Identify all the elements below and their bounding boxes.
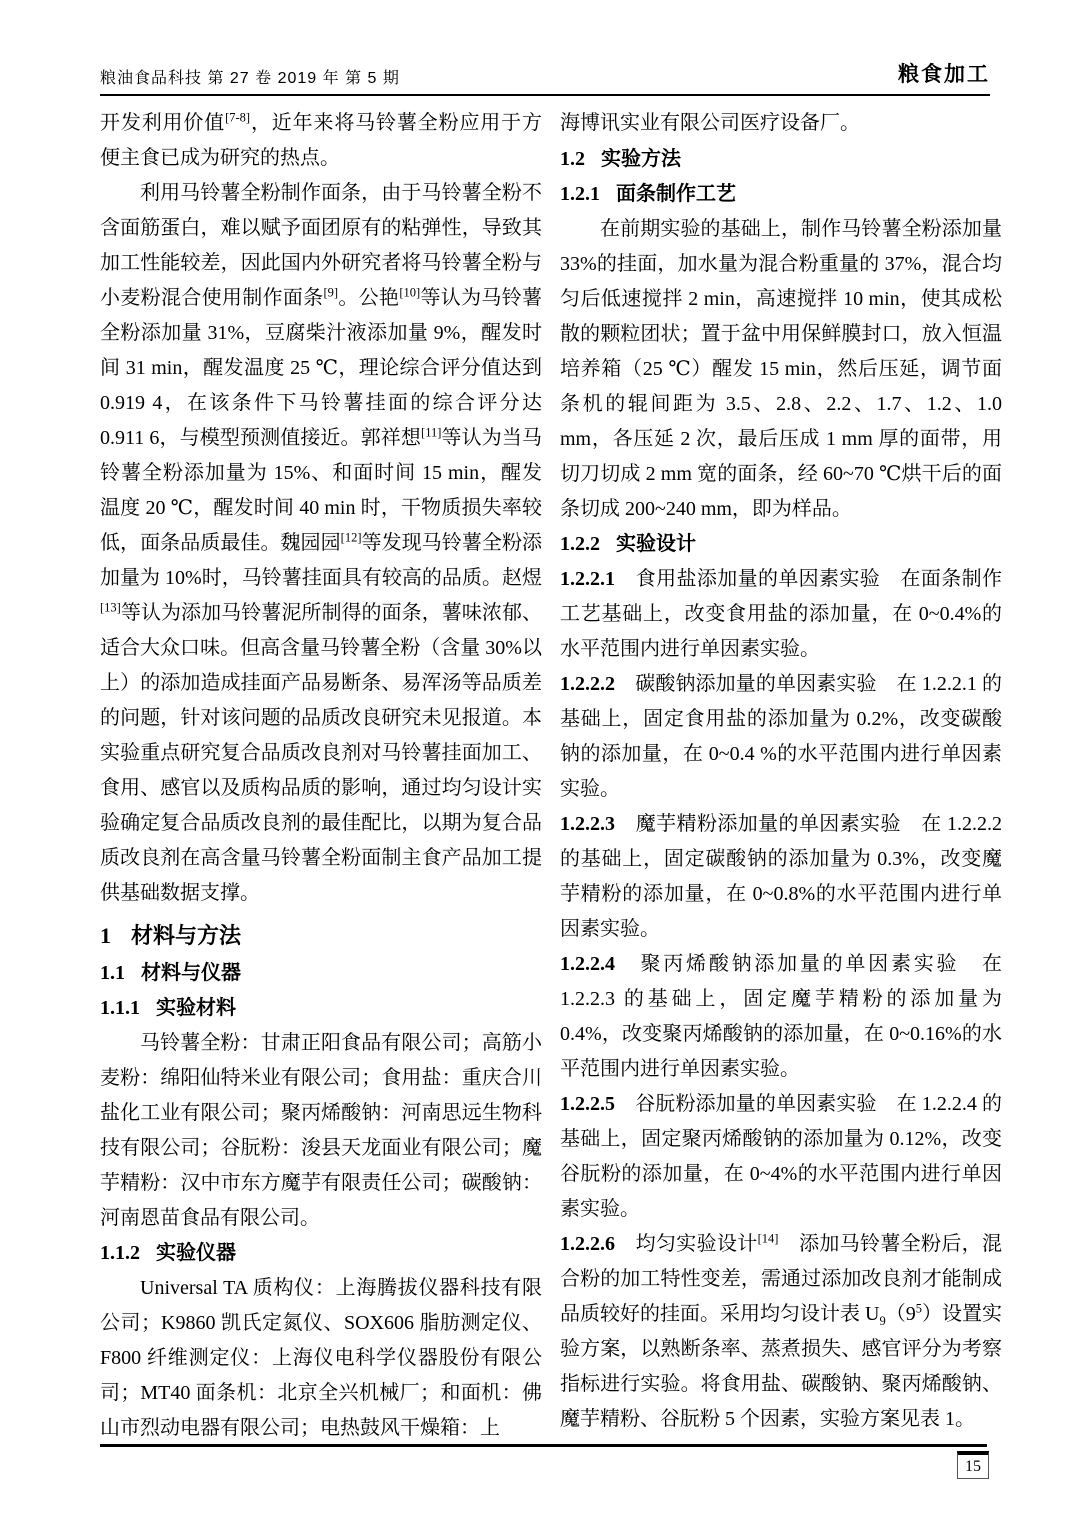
section-number: 1 — [100, 923, 111, 948]
subsubsection-title: 实验设计 — [616, 533, 696, 555]
journal-volume-info: 粮油食品科技 第 27 卷 2019 年 第 5 期 — [100, 70, 400, 87]
left-column — [100, 106, 542, 1446]
subsubsection-title: 实验材料 — [156, 997, 236, 1019]
subsection-title: 材料与仪器 — [141, 962, 241, 984]
subsubsection-number: 1.2.1 — [560, 183, 600, 205]
paragraph-intro-continued: 开发利用价值[7-8]，近年来将马铃薯全粉应用于方便主食已成为研究的热点。 — [100, 110, 543, 169]
right-column — [560, 106, 1002, 1446]
page-header — [100, 58, 990, 96]
paragraph-salt-single-factor: 1.2.2.1 食用盐添加量的单因素实验 在面条制作工艺基础上，改变食用盐的添加量，在 0~0.4%的水平范围内进行单因素实验。 — [560, 568, 1002, 660]
paragraph-sodium-polyacrylate-single-factor: 1.2.2.4 聚丙烯酸钠添加量的单因素实验 在 1.2.2.3 的基础上，固定魔芋精粉的添加量为 0.4%，改变聚丙烯酸钠的添加量，在 0~0.16%的水平范围内进行单因素实验。 — [560, 953, 1002, 1080]
subsubsection-number: 1.2.2 — [560, 533, 600, 555]
paragraph-literature-review: 利用马铃薯全粉制作面条，由于马铃薯全粉不含面筋蛋白，难以赋予面团原有的粘弹性，导致其加工性能较差，因此国内外研究者将马铃薯全粉与小麦粉混合使用制作面条[9]。公艳[10]等认为马铃薯全粉添加量 31%，豆腐柴汁液添加量 9%，醒发时间 31 min，醒发温度 25 ℃，理论综合评分值达到 0.919 4，在该条件下马铃薯挂面的综合评分达 0.911 6，与模型预测值接近。郭祥想[11]等认为当马铃薯全粉添加量为 15%、和面时间 15 min，醒发温度 20 ℃，醒发时间 40 min 时，干物质损失率较低，面条品质最佳。魏园园[12]等发现马铃薯全粉添加量为 10%时，马铃薯挂面具有较高的品质。赵煜[13]等认为添加马铃薯泥所制得的面条，薯味浓郁、适合大众口味。但高含量马铃薯全粉（含量 30%以上）的添加造成挂面产品易断条、易浑汤等品质差的问题，针对该问题的品质改良研究未见报道。本实验重点研究复合品质改良剂对马铃薯挂面加工、食用、感官以及质构品质的影响，通过均匀设计实验确定复合品质改良剂的最佳配比，以期为复合品质改良剂在高含量马铃薯全粉面制主食产品加工提供基础数据支撑。 — [100, 182, 543, 904]
two-column-body — [100, 106, 1002, 1446]
subsection-number: 1.1 — [100, 962, 125, 984]
subsubsection-heading-noodle-process — [560, 178, 1002, 211]
section-title: 材料与方法 — [131, 923, 242, 948]
subsubsection-title: 面条制作工艺 — [616, 183, 736, 205]
page-number: 15 — [957, 1451, 989, 1479]
paragraph-materials-suppliers: 马铃薯全粉：甘肃正阳食品有限公司；高筋小麦粉：绵阳仙特米业有限公司；食用盐：重庆合川盐化工业有限公司；聚丙烯酸钠：河南思远生物科技有限公司；谷朊粉：浚县天龙面业有限公司；魔芋精粉：汉中市东方魔芋有限责任公司；碳酸钠：河南恩苗食品有限公司。 — [100, 1032, 542, 1229]
paragraph-noodle-process: 在前期实验的基础上，制作马铃薯全粉添加量 33%的挂面，加水量为混合粉重量的 37%，混合均匀后低速搅拌 2 min，高速搅拌 10 min，使其成松散的颗粒团状；置于盆中用保鲜膜封口，放入恒温培养箱（25 ℃）醒发 15 min，然后压延，调节面条机的辊间距为 3.5、2.8、2.2、1.7、1.2、1.0 mm，各压延 2 次，最后压成 1 mm 厚的面带，用切刀切成 2 mm 宽的面条，经 60~70 ℃烘干后的面条切成 200~240 mm，即为样品。 — [560, 218, 1002, 520]
subsubsection-heading-experimental-materials — [100, 992, 542, 1025]
subsubsection-number: 1.1.1 — [100, 997, 140, 1019]
paragraph-uniform-design: 1.2.2.6 均匀实验设计[14] 添加马铃薯全粉后，混合粉的加工特性变差，需通过添加改良剂才能制成品质较好的挂面。采用均匀设计表 $U_9(9^5)$设置实验方案，以熟断条率、蒸煮损失、感官评分为考察指标进行实验。将食用盐、碳酸钠、聚丙烯酸钠、魔芋精粉、谷朊粉 5 个因素，实验方案见表 1。 — [560, 1231, 1003, 1430]
subsubsection-heading-experimental-design — [560, 528, 1002, 561]
paragraph-gluten-single-factor: 1.2.2.5 谷朊粉添加量的单因素实验 在 1.2.2.4 的基础上，固定聚丙烯酸钠的添加量为 0.12%，改变谷朊粉的添加量，在 0~4%的水平范围内进行单因素实验。 — [560, 1093, 1002, 1220]
subsection-number: 1.2 — [560, 148, 585, 170]
subsubsection-heading-experimental-instruments — [100, 1237, 542, 1270]
section-heading-materials-methods — [100, 920, 542, 952]
subsection-heading-experimental-methods — [560, 143, 1002, 176]
paragraph-instruments-suppliers: Universal TA 质构仪：上海腾拔仪器科技有限公司；K9860 凯氏定氮仪、SOX606 脂肪测定仪、F800 纤维测定仪：上海仪电科学仪器股份有限公司；MT40 面条机：北京全兴机械厂；和面机：佛山市烈动电器有限公司；电热鼓风干燥箱：上 — [100, 1277, 542, 1439]
paragraph-instruments-continued: 海博讯实业有限公司医疗设备厂。 — [560, 112, 860, 134]
paragraph-konjac-single-factor: 1.2.2.3 魔芋精粉添加量的单因素实验 在 1.2.2.2 的基础上，固定碳酸钠的添加量为 0.3%，改变魔芋精粉的添加量，在 0~0.8%的水平范围内进行单因素实验。 — [560, 813, 1002, 940]
footer-divider — [100, 1444, 987, 1447]
subsubsection-title: 实验仪器 — [156, 1242, 236, 1264]
subsubsection-number: 1.1.2 — [100, 1242, 140, 1264]
subsection-heading-materials-instruments — [100, 957, 542, 990]
paragraph-sodium-carbonate-single-factor: 1.2.2.2 碳酸钠添加量的单因素实验 在 1.2.2.1 的基础上，固定食用盐的添加量为 0.2%，改变碳酸钠的添加量，在 0~0.4 %的水平范围内进行单因素实验。 — [560, 673, 1002, 800]
journal-section-title: 粮食加工 — [898, 63, 990, 86]
subsection-title: 实验方法 — [601, 148, 681, 170]
